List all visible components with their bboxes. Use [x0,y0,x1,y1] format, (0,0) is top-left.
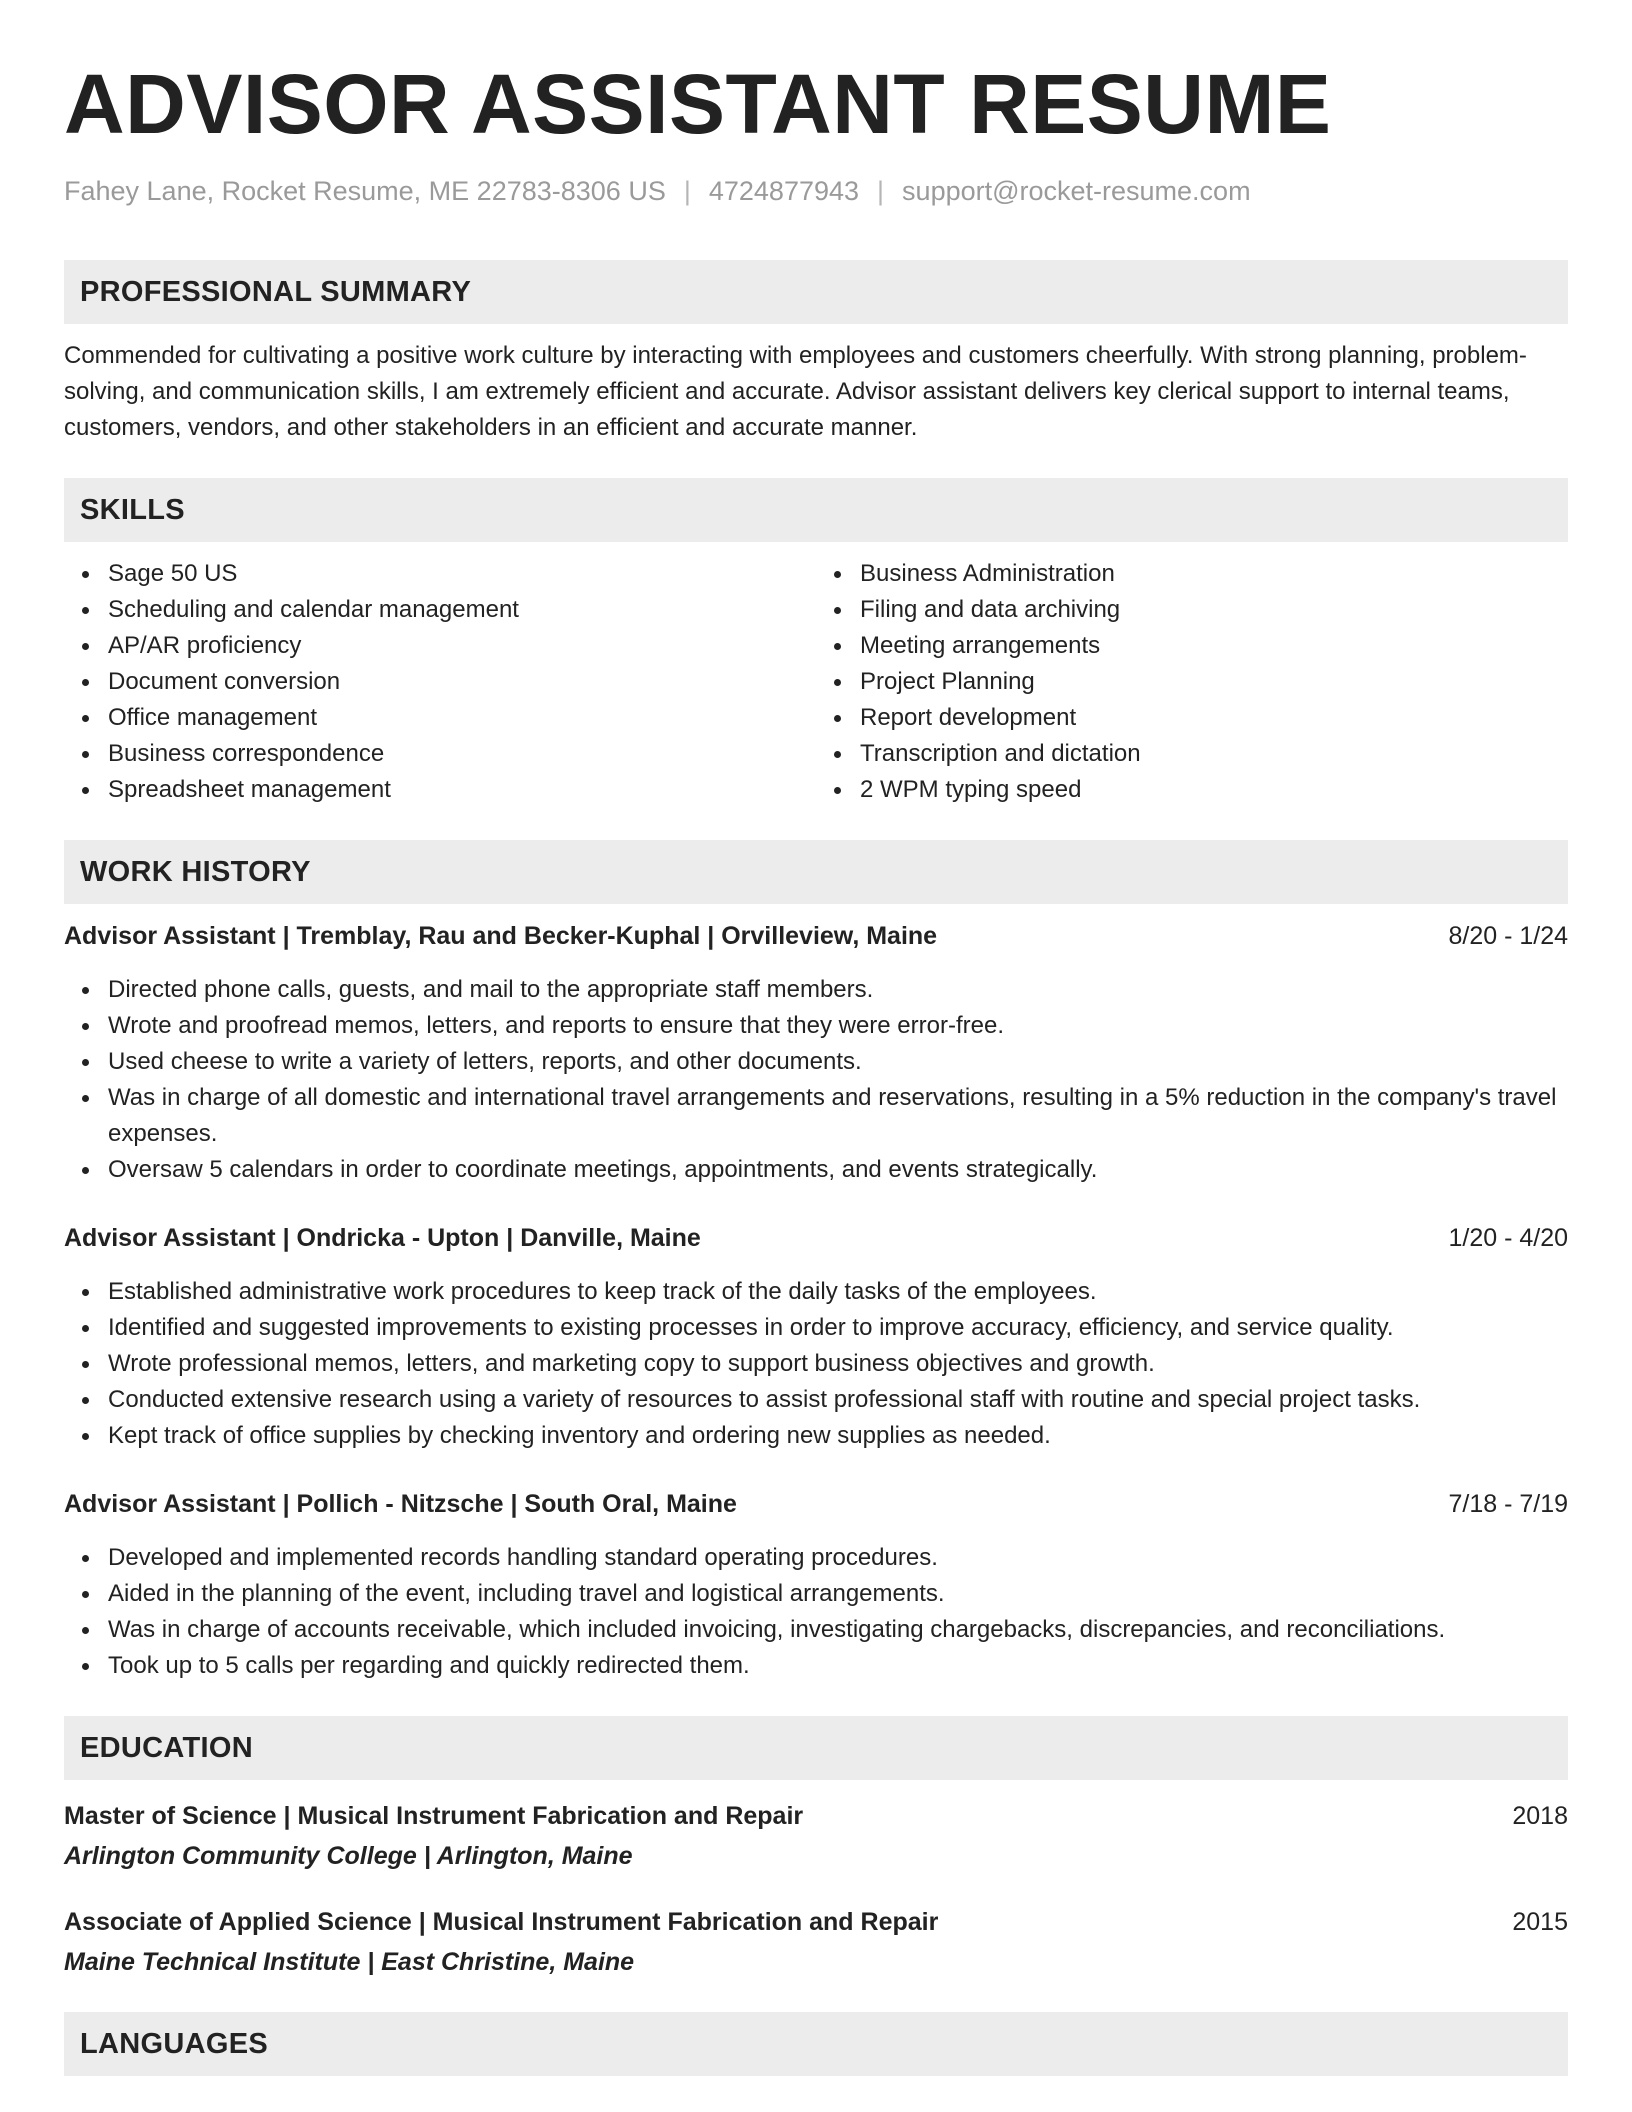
job-bullet: Took up to 5 calls per regarding and quickly redirected them. [64,1648,1568,1684]
job-dates: 1/20 - 4/20 [1448,1224,1568,1252]
job-bullets [64,972,1568,1188]
job-bullet: Conducted extensive research using a variety of resources to assist professional staff with routine and special project tasks. [64,1382,1568,1418]
education-degree: Associate of Applied Science | Musical Instrument Fabrication and Repair [64,1908,939,1936]
job-entry [64,1486,1568,1684]
job-bullet: Identified and suggested improvements to existing processes in order to improve accuracy, efficiency, and service quality. [64,1310,1568,1346]
skill-item: Spreadsheet management [64,772,816,808]
languages-section [64,2012,1568,2076]
education-header [64,1798,1568,1834]
skills-column-left [64,556,816,808]
education-school: Arlington Community College | Arlington, Maine [64,1842,633,1870]
skill-item: Filing and data archiving [816,592,1568,628]
education-degree: Master of Science | Musical Instrument Fabrication and Repair [64,1802,804,1830]
section-header-skills: SKILLS [64,478,1568,542]
contact-line [64,174,1568,208]
job-header [64,1220,1568,1256]
contact-address: Fahey Lane, Rocket Resume, ME 22783-8306 US [64,176,666,206]
resume-title: ADVISOR ASSISTANT RESUME [64,57,1332,151]
section-header-education: EDUCATION [64,1716,1568,1780]
contact-email: support@rocket-resume.com [902,176,1251,206]
job-bullet: Wrote professional memos, letters, and marketing copy to support business objectives and growth. [64,1346,1568,1382]
job-bullet: Aided in the planning of the event, including travel and logistical arrangements. [64,1576,1568,1612]
skill-item: Report development [816,700,1568,736]
education-year: 2015 [1512,1908,1568,1936]
job-title: Advisor Assistant | Ondricka - Upton | Danville, Maine [64,1224,701,1252]
job-dates: 8/20 - 1/24 [1448,922,1568,950]
skill-item: Business Administration [816,556,1568,592]
job-dates: 7/18 - 7/19 [1448,1490,1568,1518]
job-entry [64,918,1568,1188]
job-entry [64,1220,1568,1454]
skill-item: 2 WPM typing speed [816,772,1568,808]
contact-separator: | [877,176,885,206]
job-bullet: Oversaw 5 calendars in order to coordinate meetings, appointments, and events strategically. [64,1152,1568,1188]
work-history-section [64,840,1568,1684]
job-bullet: Used cheese to write a variety of letters, reports, and other documents. [64,1044,1568,1080]
section-header-languages: LANGUAGES [64,2012,1568,2076]
contact-separator: | [683,176,691,206]
job-bullet: Was in charge of accounts receivable, which included invoicing, investigating chargebacks, discrepancies, and reconciliations. [64,1612,1568,1648]
job-header [64,1486,1568,1522]
skill-item: Sage 50 US [64,556,816,592]
section-header-work-history: WORK HISTORY [64,840,1568,904]
job-header [64,918,1568,954]
skill-item: Scheduling and calendar management [64,592,816,628]
skill-item: Document conversion [64,664,816,700]
skill-item: Meeting arrangements [816,628,1568,664]
job-bullet: Was in charge of all domestic and international travel arrangements and reservations, resulting in a 5% reduction in the company's travel expenses. [64,1080,1568,1152]
skills-column-right [816,556,1568,808]
education-header [64,1904,1568,1940]
job-bullets [64,1540,1568,1684]
job-bullet: Directed phone calls, guests, and mail to the appropriate staff members. [64,972,1568,1008]
job-title: Advisor Assistant | Pollich - Nitzsche | South Oral, Maine [64,1490,737,1518]
job-bullets [64,1274,1568,1454]
education-year: 2018 [1512,1802,1568,1830]
contact-phone: 4724877943 [708,176,860,206]
job-bullet: Established administrative work procedures to keep track of the daily tasks of the employees. [64,1274,1568,1310]
education-section [64,1716,1568,1980]
job-bullet: Wrote and proofread memos, letters, and reports to ensure that they were error-free. [64,1008,1568,1044]
education-school: Maine Technical Institute | East Christine, Maine [64,1948,635,1976]
skills-section [64,478,1568,808]
education-entry [64,1798,1568,1874]
education-entry [64,1904,1568,1980]
skill-item: AP/AR proficiency [64,628,816,664]
section-header-professional-summary: PROFESSIONAL SUMMARY [64,260,1568,324]
job-bullet: Developed and implemented records handling standard operating procedures. [64,1540,1568,1576]
job-title: Advisor Assistant | Tremblay, Rau and Becker-Kuphal | Orvilleview, Maine [64,922,938,950]
skill-item: Office management [64,700,816,736]
skill-item: Business correspondence [64,736,816,772]
skill-item: Project Planning [816,664,1568,700]
skills-columns [64,556,1568,808]
skill-item: Transcription and dictation [816,736,1568,772]
summary-text: Commended for cultivating a positive work culture by interacting with employees and customers cheerfully. With strong planning, problem-solving, and communication skills, I am extremely efficient and accurate. Advisor assistant delivers key clerical support to internal teams, customers, vendors, and other stakeholders in an efficient and accurate manner. [64,342,1527,441]
job-bullet: Kept track of office supplies by checking inventory and ordering new supplies as needed. [64,1418,1568,1454]
